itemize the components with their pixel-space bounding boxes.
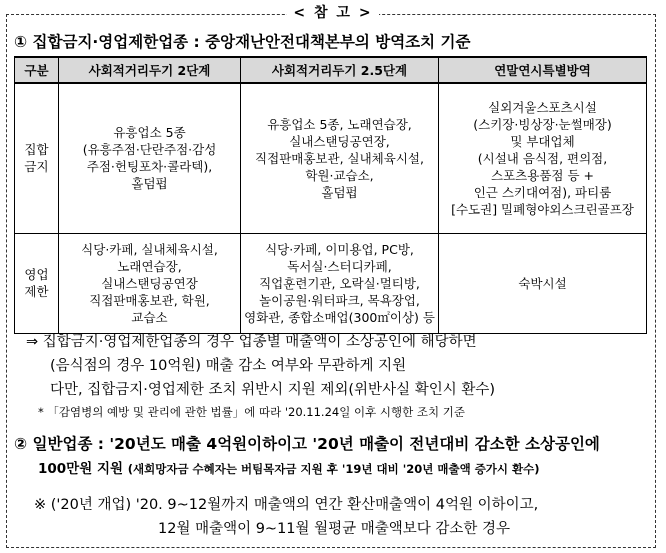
section1-heading: ① 집합금지·영업제한업종 : 중앙재난안전대책본부의 방역조치 기준 xyxy=(14,33,471,51)
footnote-line-2: 12월 매출액이 9~11월 월평균 매출액보다 감소한 경우 xyxy=(158,521,511,537)
cell-restrict-yearend: 숙박시설 xyxy=(439,233,647,333)
table-row xyxy=(15,233,647,333)
section2-paren: (새희망자금 수혜자는 버팀목자금 지원 후 '19년 대비 '20년 매출액 증가시 환수) xyxy=(127,462,540,476)
table-row xyxy=(15,83,647,233)
section2-subline: 100만원 지원 (새희망자금 수혜자는 버팀목자금 지원 후 '19년 대비 '20년 매출액 증가시 환수) xyxy=(38,461,540,477)
cell-ban-level2: 유흥업소 5종 (유흥주점·단란주점·감성 주점·헌팅포차·콜라텍), 홀덤펍 xyxy=(59,83,241,233)
cell-ban-level2-5: 유흥업소 5종, 노래연습장, 실내스탠딩공연장, 직접판매홍보관, 실내체육시설, 학원·교습소, 홀덤펍 xyxy=(241,83,439,233)
note-small: * 「감염병의 예방 및 관리에 관한 법률」에 따라 '20.11.24일 이후 시행한 조치 기준 xyxy=(38,405,465,419)
row-label-restrict: 영업 제한 xyxy=(15,233,59,333)
cell-restrict-level2-5: 식당·카페, 이미용업, PC방, 독서실·스터디카페, 직업훈련기관, 오락실·멀티방, 놀이공원·워터파크, 목욕장업, 영화관, 종합소매업(300㎡이상) 등 xyxy=(241,233,439,333)
note-line-2: (음식점의 경우 10억원) 매출 감소 여부와 무관하게 지원 xyxy=(50,358,407,374)
header-yearend: 연말연시특별방역 xyxy=(439,57,647,83)
row-label-ban: 집합 금지 xyxy=(15,83,59,233)
header-level2-5: 사회적거리두기 2.5단계 xyxy=(241,57,439,83)
cell-ban-yearend: 실외겨울스포츠시설 (스키장·빙상장·눈썰매장) 및 부대업체 (시설내 음식점, 편의점, 스포츠용품점 등 + 인근 스키대여점), 파티룸 [수도권] 밀폐형야외스크린골프장 xyxy=(439,83,647,233)
reference-title: < 참 고 > xyxy=(0,2,666,22)
cell-restrict-level2: 식당·카페, 실내체육시설, 노래연습장, 실내스탠딩공연장 직접판매홍보관, 학원, 교습소 xyxy=(59,233,241,333)
measures-table xyxy=(14,56,647,334)
footnote-line-1: ※ ('20년 개업) '20. 9~12월까지 매출액의 연간 환산매출액이 4억원 이하이고, xyxy=(34,497,539,513)
section2-heading: ② 일반업종 : '20년도 매출 4억원이하이고 '20년 매출이 전년대비 감소한 소상공인에 xyxy=(14,435,600,453)
note-arrow-line: ⇒ 집합금지·영업제한업종의 경우 업종별 매출액이 소상공인에 해당하면 xyxy=(26,334,477,350)
header-level2: 사회적거리두기 2단계 xyxy=(59,57,241,83)
header-category: 구분 xyxy=(15,57,59,83)
note-line-3: 다만, 집합금지·영업제한 조치 위반시 지원 제외(위반사실 확인시 환수) xyxy=(50,382,495,398)
